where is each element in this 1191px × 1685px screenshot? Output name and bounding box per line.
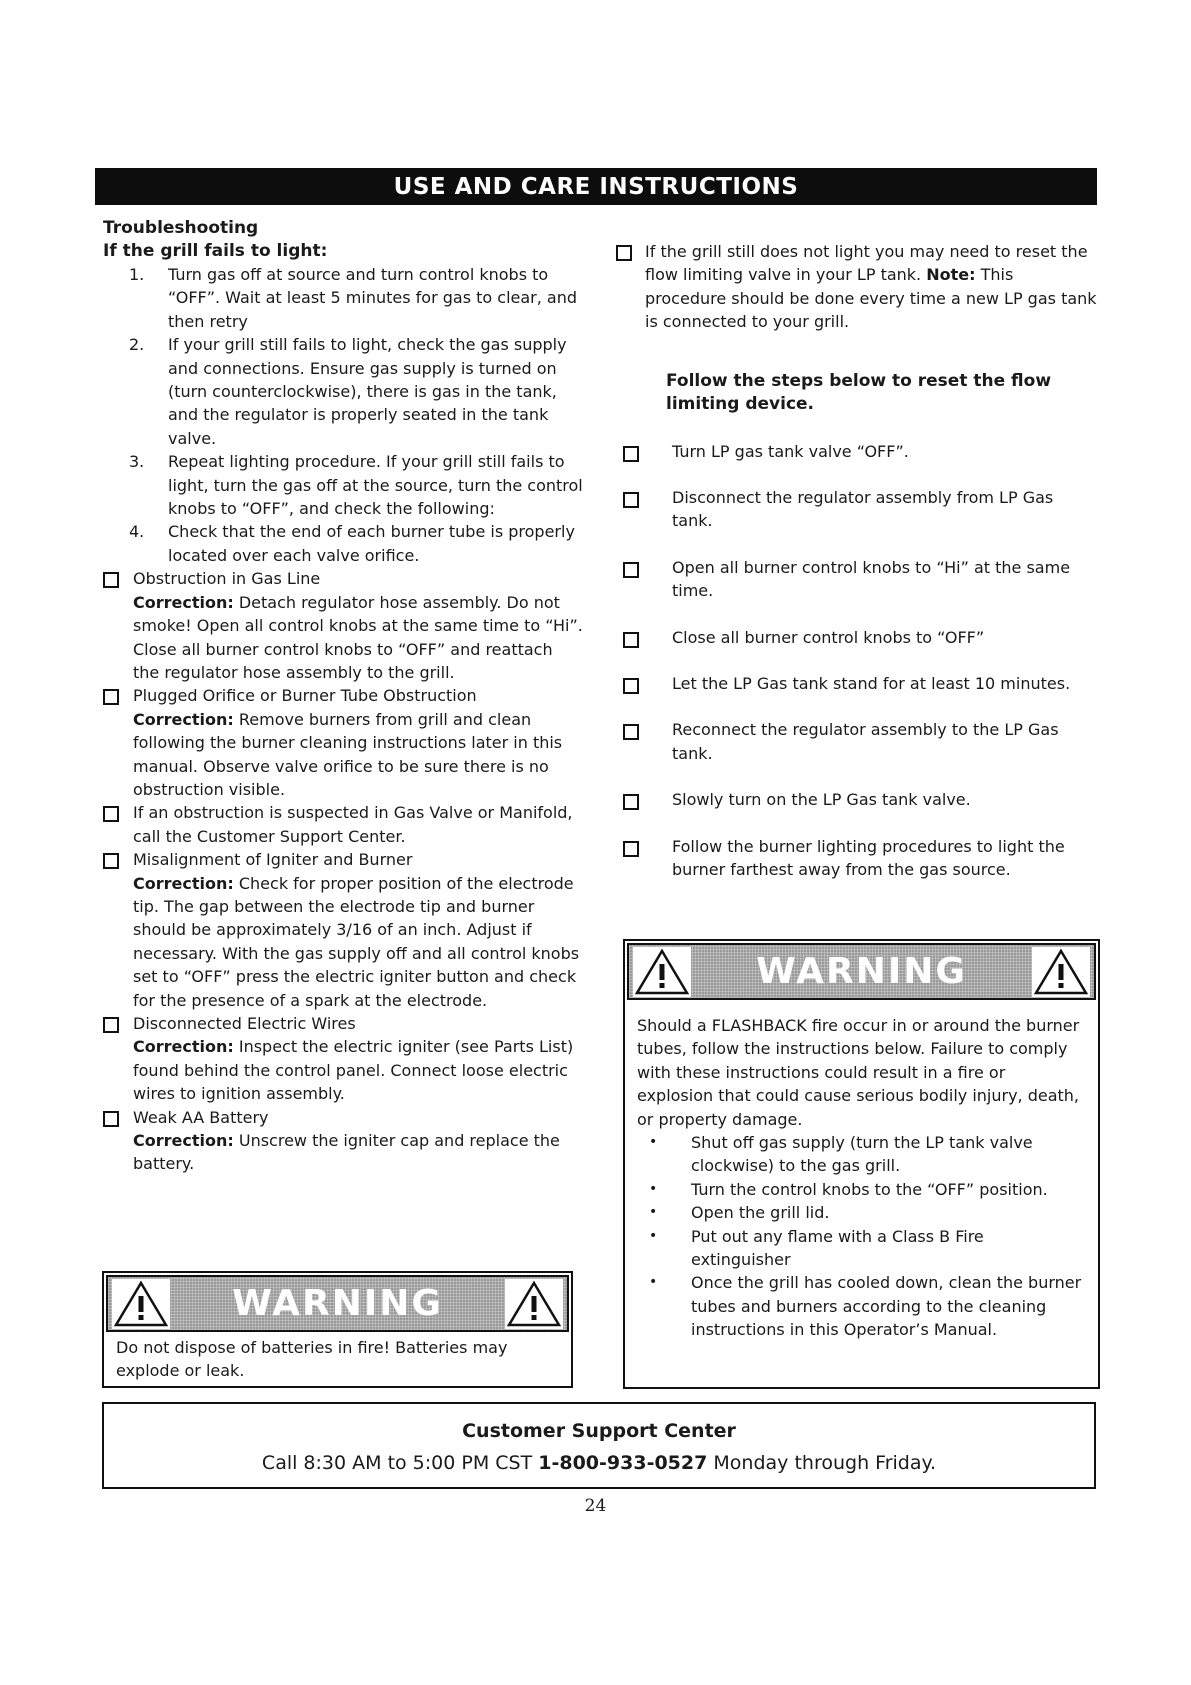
- banner-title: USE AND CARE INSTRUCTIONS: [393, 173, 799, 200]
- list-item: • Shut off gas supply (turn the LP tank valve clockwise) to the gas grill.: [637, 1131, 1086, 1178]
- fails-to-light-title: If the grill fails to light:: [103, 241, 328, 261]
- support-hours: Call 8:30 AM to 5:00 PM CST 1-800-933-0527 Monday through Friday.: [261, 1452, 937, 1474]
- warning-header: [627, 943, 1096, 1000]
- reset-step: Turn LP gas tank valve “OFF”.: [617, 440, 1097, 463]
- warning-body: [625, 1002, 1098, 1346]
- checkbox-icon: [623, 446, 639, 462]
- reset-step: Follow the burner lighting procedures to light the burner farthest away from the gas source.: [617, 835, 1097, 882]
- checkbox-icon: [103, 1111, 119, 1127]
- list-item: 3. Repeat lighting procedure. If your grill still fails to light, turn the gas off at the source, turn the control knobs to “OFF”, and check the following:: [129, 452, 583, 519]
- support-title: Customer Support Center: [462, 1420, 736, 1442]
- troubleshooting-steps: [103, 263, 583, 567]
- battery-warning-box: [102, 1271, 573, 1388]
- checkbox-icon: [623, 492, 639, 508]
- page-number: 24: [584, 1496, 607, 1516]
- flow-valve-intro: If the grill still does not light you may need to reset the flow limiting valve in your LP tank. Note: This procedure should be done every time a new LP gas tank is connected to your grill.: [617, 240, 1097, 334]
- warning-header: [106, 1275, 569, 1332]
- checkbox-icon: [623, 841, 639, 857]
- warning-text: Do not dispose of batteries in fire! Batteries may explode or leak.: [116, 1338, 508, 1381]
- reset-step: Reconnect the regulator assembly to the LP Gas tank.: [617, 718, 1097, 765]
- check-item-gas-line: Obstruction in Gas Line Correction: Detach regulator hose assembly. Do not smoke! Open all control knobs at the same time to “Hi”. Close all burner control knobs to “OFF” and reattach the regulator hose assembly to the grill.: [103, 567, 583, 684]
- checkbox-icon: [623, 562, 639, 578]
- warning-triangle-icon: [633, 947, 691, 997]
- list-item: • Put out any flame with a Class B Fire extinguisher: [637, 1225, 1086, 1272]
- warning-label: WARNING: [756, 951, 967, 992]
- checkbox-icon: [623, 678, 639, 694]
- checkbox-icon: [103, 1017, 119, 1033]
- warning-triangle-icon: [505, 1279, 563, 1329]
- warning-triangle-icon: [1032, 947, 1090, 997]
- checkbox-icon: [623, 632, 639, 648]
- reset-step: Disconnect the regulator assembly from LP Gas tank.: [617, 486, 1097, 533]
- list-item: • Turn the control knobs to the “OFF” position.: [637, 1178, 1086, 1201]
- warning-text: Should a FLASHBACK fire occur in or around the burner tubes, follow the instructions below. Failure to comply with these instructions could result in a fire or explosion that could cause serious bodily injury, death, or property damage.: [637, 1016, 1080, 1129]
- reset-step: Open all burner control knobs to “Hi” at the same time.: [617, 556, 1097, 603]
- checkbox-icon: [103, 853, 119, 869]
- checkbox-icon: [616, 245, 632, 261]
- troubleshooting-title: Troubleshooting: [103, 218, 259, 238]
- checkbox-icon: [103, 806, 119, 822]
- support-phone: 1-800-933-0527: [538, 1452, 708, 1474]
- check-item-battery: Weak AA Battery Correction: Unscrew the igniter cap and replace the battery.: [103, 1106, 583, 1176]
- checkbox-icon: [623, 724, 639, 740]
- check-item-plugged-orifice: Plugged Orifice or Burner Tube Obstruction Correction: Remove burners from grill and clean following the burner cleaning instructions later in this manual. Observe valve orifice to be sure there is no obstruction visible.: [103, 684, 583, 801]
- reset-step: Close all burner control knobs to “OFF”: [617, 626, 1097, 649]
- list-item: • Open the grill lid.: [637, 1201, 1086, 1224]
- customer-support-box: [102, 1402, 1096, 1489]
- flashback-warning-box: [623, 939, 1100, 1389]
- left-column: [103, 216, 583, 1176]
- check-item-electric-wires: Disconnected Electric Wires Correction: Inspect the electric igniter (see Parts List) found behind the control panel. Connect loose electric wires to ignition assembly.: [103, 1012, 583, 1106]
- reset-steps-title: Follow the steps below to reset the flow limiting device.: [666, 370, 1052, 414]
- warning-triangle-icon: [112, 1279, 170, 1329]
- checkbox-icon: [623, 794, 639, 810]
- list-item: 1. Turn gas off at source and turn control knobs to “OFF”. Wait at least 5 minutes for gas to clear, and then retry: [129, 265, 578, 331]
- reset-step: Slowly turn on the LP Gas tank valve.: [617, 788, 1097, 811]
- checkbox-icon: [103, 572, 119, 588]
- flashback-bullets: [637, 1131, 1086, 1342]
- check-item-gas-valve: If an obstruction is suspected in Gas Valve or Manifold, call the Customer Support Center.: [103, 801, 583, 848]
- list-item: 4. Check that the end of each burner tube is properly located over each valve orifice.: [129, 522, 575, 565]
- checkbox-icon: [103, 689, 119, 705]
- check-item-igniter-alignment: Misalignment of Igniter and Burner Correction: Check for proper position of the electrode tip. The gap between the electrode tip and burner should be approximately 3/16 of an inch. Adjust if necessary. With the gas supply off and all control knobs set to “OFF” press the electric igniter button and check for the presence of a spark at the electrode.: [103, 848, 583, 1012]
- right-column: [617, 240, 1097, 905]
- reset-step: Let the LP Gas tank stand for at least 10 minutes.: [617, 672, 1097, 695]
- warning-label: WARNING: [232, 1283, 443, 1324]
- list-item: 2. If your grill still fails to light, check the gas supply and connections. Ensure gas supply is turned on (turn counterclockwise), there is gas in the tank, and the regulator is properly seated in the tank valve.: [129, 335, 567, 448]
- section-banner: [95, 168, 1097, 205]
- list-item: • Once the grill has cooled down, clean the burner tubes and burners according to the cleaning instructions in this Operator’s Manual.: [637, 1271, 1086, 1341]
